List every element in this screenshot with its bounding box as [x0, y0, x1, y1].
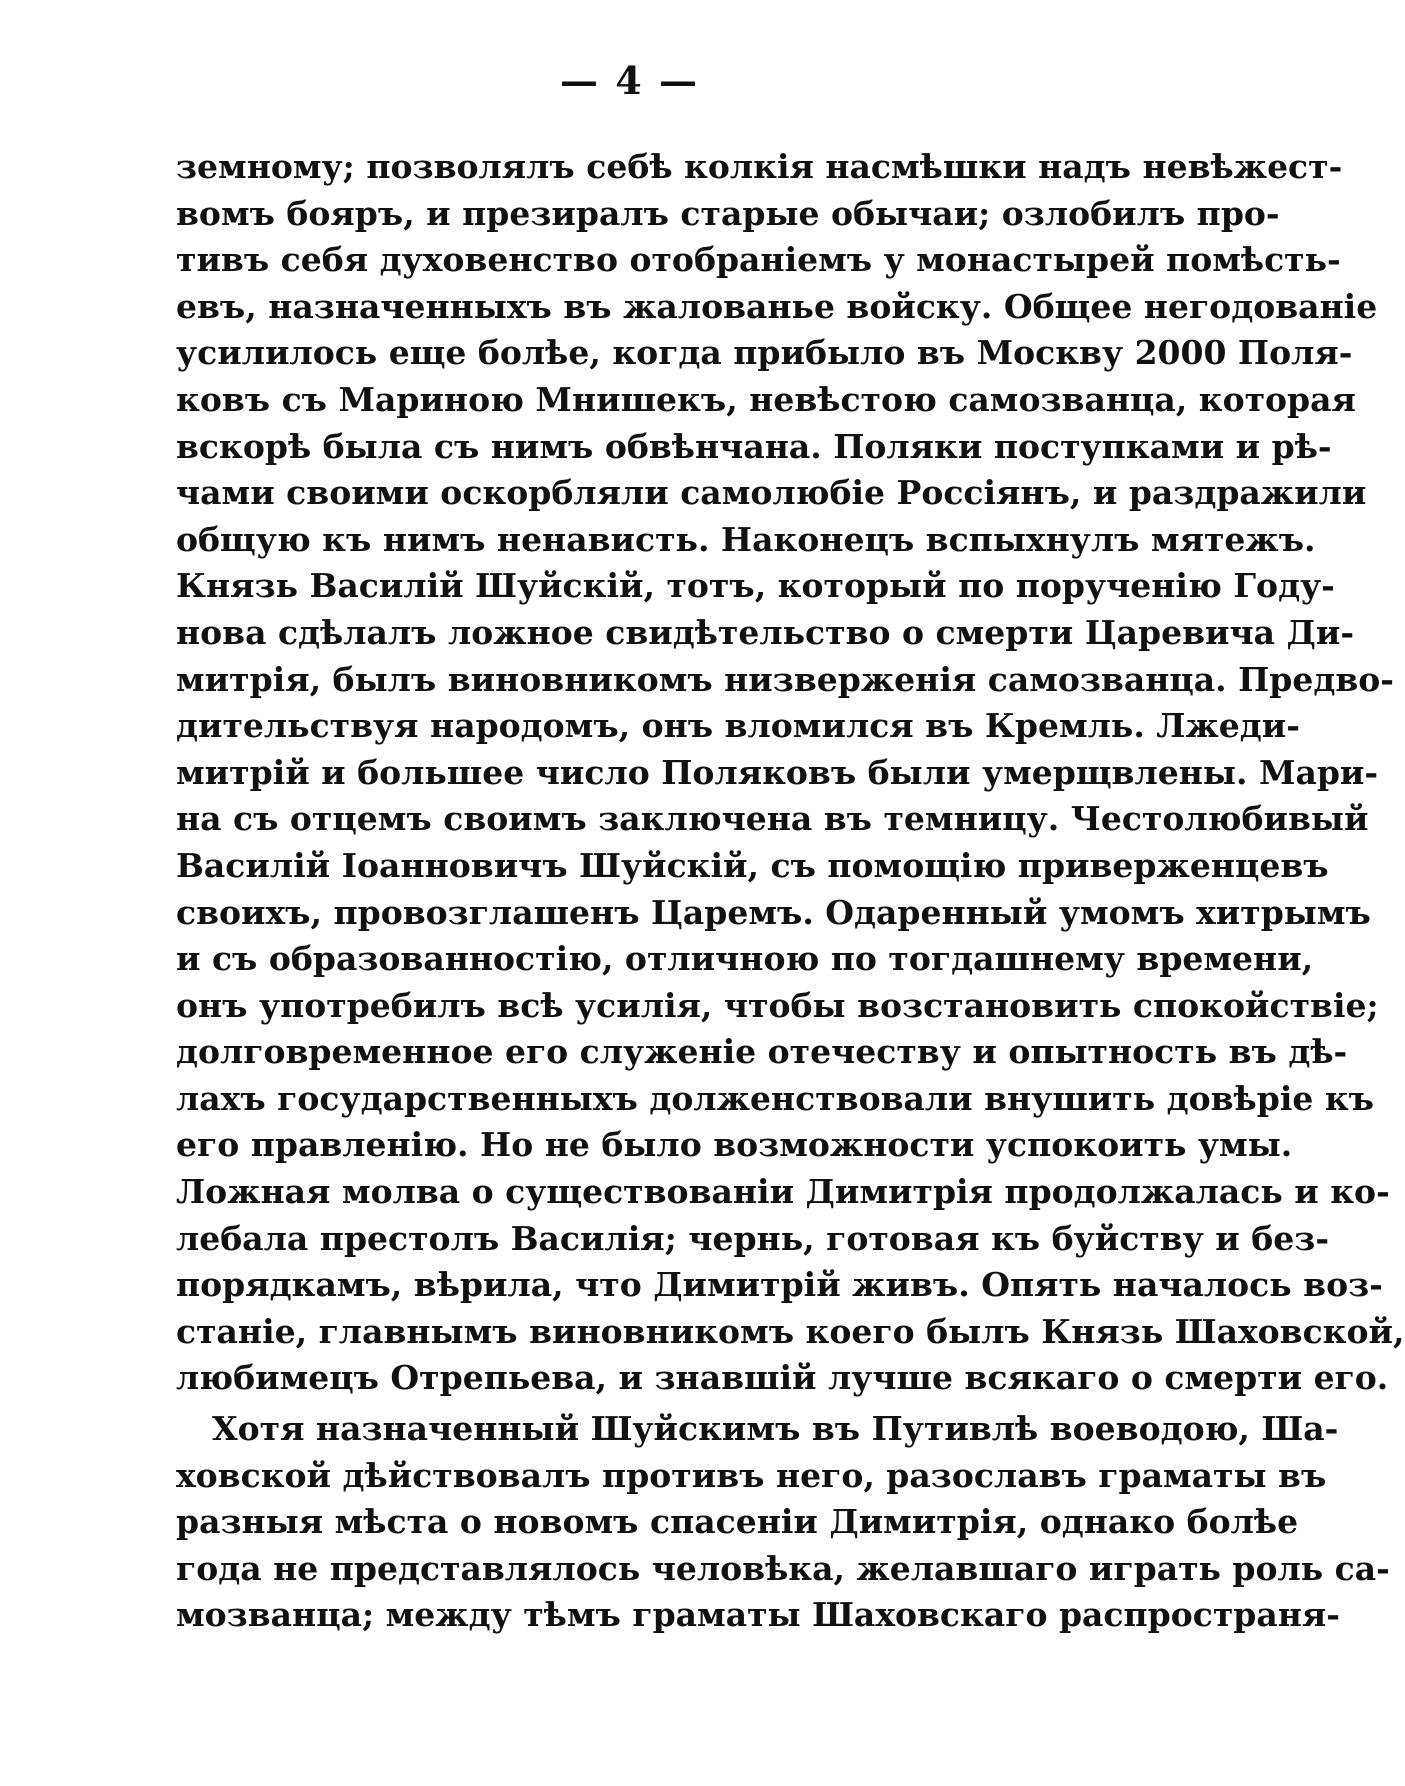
text-line: лебала престолъ Василія; чернь, готовая къ буйству и без- — [176, 1218, 1330, 1258]
text-line: евъ, назначенныхъ въ жалованье войску. Общее негодованіе — [176, 286, 1378, 326]
text-line: на съ отцемъ своимъ заключена въ темницу. Честолюбивый — [176, 799, 1369, 839]
text-line: вомъ бояръ, и презиралъ старые обычаи; озлобилъ про- — [176, 193, 1280, 233]
text-line: станіе, главнымъ виновникомъ коего былъ Князь Шаховской, — [176, 1311, 1405, 1351]
text-line: Ложная молва о существованіи Димитрія продолжалась и ко- — [176, 1172, 1390, 1212]
text-line: ковъ съ Мариною Мнишекъ, невѣстою самозванца, которая — [176, 379, 1356, 419]
text-line: порядкамъ, вѣрила, что Димитрій живъ. Опять началось воз- — [176, 1265, 1383, 1305]
text-line: онъ употребилъ всѣ усилія, чтобы возстановить спокойствіе; — [176, 985, 1379, 1025]
text-line: и съ образованностію, отличною по тогдашнему времени, — [176, 939, 1314, 979]
text-line: Князь Василій Шуйскій, тотъ, который по порученію Году- — [176, 566, 1335, 606]
paragraph — [176, 144, 1405, 1402]
text-line: его правленію. Но не было возможности успокоить умы. — [176, 1125, 1293, 1165]
text-line: тивъ себя духовенство отобраніемъ у монастырей помѣсть- — [176, 240, 1341, 280]
body-text — [176, 144, 1405, 1639]
text-line: Хотя назначенный Шуйскимъ въ Путивлѣ воеводою, Ша- — [212, 1409, 1339, 1449]
text-line: чами своими оскорбляли самолюбіе Россіянъ, и раздражили — [176, 473, 1367, 513]
text-line: разныя мѣста о новомъ спасеніи Димитрія, однако болѣе — [176, 1502, 1299, 1542]
text-line: ховской дѣйствовалъ противъ него, разославъ граматы въ — [176, 1455, 1327, 1495]
text-line: общую къ нимъ ненависть. Наконецъ вспыхнулъ мятежъ. — [176, 519, 1316, 559]
text-line: своихъ, провозглашенъ Царемъ. Одаренный умомъ хитрымъ — [176, 892, 1371, 932]
text-line: мозванца; между тѣмъ граматы Шаховскаго распространя- — [176, 1595, 1340, 1635]
text-line: усилилось еще болѣе, когда прибыло въ Москву 2000 Поля- — [176, 333, 1353, 373]
text-line: вскорѣ была съ нимъ обвѣнчана. Поляки поступками и рѣ- — [176, 426, 1332, 466]
text-line: долговременное его служеніе отечеству и опытность въ дѣ- — [176, 1032, 1348, 1072]
text-line: лахъ государственныхъ долженствовали внушить довѣріе къ — [176, 1078, 1374, 1118]
text-line: митрій и большее число Поляковъ были умерщвлены. Мари- — [176, 752, 1379, 792]
text-line: земному; позволялъ себѣ колкія насмѣшки надъ невѣжест- — [176, 147, 1343, 186]
page-number: — 4 — — [560, 58, 699, 103]
paragraph — [176, 1406, 1390, 1639]
text-line: года не представлялось человѣка, желавшаго играть роль са- — [176, 1548, 1390, 1588]
text-line: нова сдѣлалъ ложное свидѣтельство о смерти Царевича Ди- — [176, 612, 1355, 652]
text-line: любимецъ Отрепьева, и знавшій лучше всякаго о смерти его. — [176, 1358, 1389, 1398]
text-line: митрія, былъ виновникомъ низверженія самозванца. Предво- — [176, 659, 1395, 699]
text-line: дительствуя народомъ, онъ вломился въ Кремль. Лжеди- — [176, 706, 1300, 746]
text-line: Василій Іоанновичъ Шуйскій, съ помощію приверженцевъ — [176, 845, 1329, 885]
